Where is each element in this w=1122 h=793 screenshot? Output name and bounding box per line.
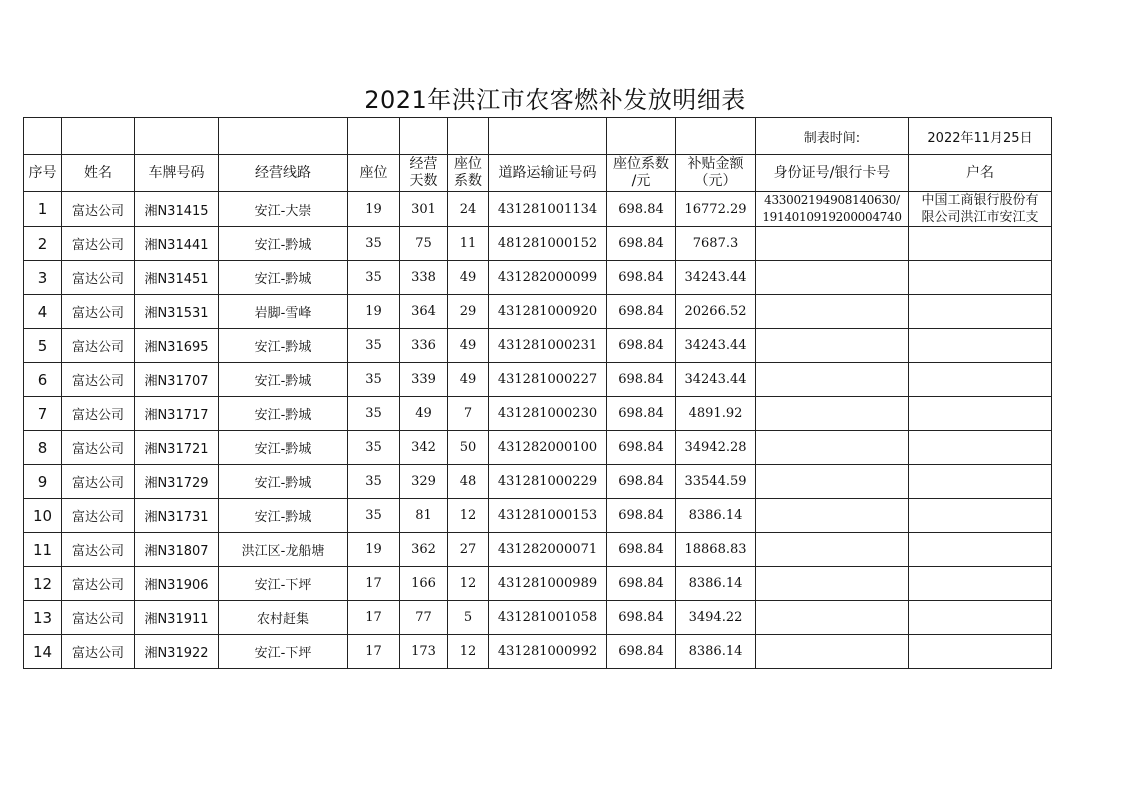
header-route: 经营线路	[219, 155, 348, 192]
cell-name: 富达公司	[62, 192, 135, 227]
cell-id-bank	[756, 295, 909, 329]
cell-account-name	[909, 329, 1052, 363]
cell-seat-coef: 698.84	[607, 431, 676, 465]
cell-days: 362	[400, 533, 448, 567]
cell-route: 安江-下坪	[219, 567, 348, 601]
header-seats: 座位	[348, 155, 400, 192]
cell-days: 301	[400, 192, 448, 227]
cell-seats: 35	[348, 329, 400, 363]
cell-coef: 29	[448, 295, 489, 329]
cell-coef: 11	[448, 227, 489, 261]
table-row	[24, 295, 1052, 329]
cell-seq: 13	[24, 601, 62, 635]
cell-route: 岩脚-雪峰	[219, 295, 348, 329]
cell-coef: 12	[448, 635, 489, 669]
cell-seats: 17	[348, 635, 400, 669]
cell-amount: 3494.22	[676, 601, 756, 635]
cell-route: 安江-黔城	[219, 227, 348, 261]
cell-account-name	[909, 499, 1052, 533]
cell-permit: 431281000229	[489, 465, 607, 499]
cell-seq: 12	[24, 567, 62, 601]
cell-id-bank	[756, 533, 909, 567]
cell-coef: 12	[448, 567, 489, 601]
table-row	[24, 329, 1052, 363]
made-time-label: 制表时间:	[756, 118, 909, 155]
cell-seats: 19	[348, 192, 400, 227]
cell-coef: 12	[448, 499, 489, 533]
header-account-name: 户名	[909, 155, 1052, 192]
cell-amount: 8386.14	[676, 567, 756, 601]
cell-amount: 34243.44	[676, 363, 756, 397]
cell-route: 安江-黔城	[219, 261, 348, 295]
cell-route: 安江-黔城	[219, 465, 348, 499]
cell-plate: 湘N31441	[135, 227, 219, 261]
cell-seq: 14	[24, 635, 62, 669]
cell-amount: 18868.83	[676, 533, 756, 567]
header-days: 经营 天数	[400, 155, 448, 192]
cell-seats: 17	[348, 601, 400, 635]
cell-seq: 9	[24, 465, 62, 499]
cell-id-bank	[756, 465, 909, 499]
table-row	[24, 261, 1052, 295]
cell-name: 富达公司	[62, 329, 135, 363]
cell-amount: 8386.14	[676, 499, 756, 533]
header-plate: 车牌号码	[135, 155, 219, 192]
table-row	[24, 431, 1052, 465]
cell-seat-coef: 698.84	[607, 499, 676, 533]
table-row	[24, 227, 1052, 261]
cell-route: 安江-下坪	[219, 635, 348, 669]
subsidy-table	[23, 117, 1052, 669]
cell-id-bank: 433002194908140630/ 1914010919200004740	[756, 192, 909, 227]
cell-id-bank	[756, 227, 909, 261]
cell-permit: 431281000230	[489, 397, 607, 431]
made-time-value: 2022年11月25日	[909, 118, 1052, 155]
cell-route: 安江-黔城	[219, 363, 348, 397]
cell-coef: 7	[448, 397, 489, 431]
cell-account-name	[909, 635, 1052, 669]
cell-plate: 湘N31695	[135, 329, 219, 363]
document-title: 2021年洪江市农客燃补发放明细表	[364, 86, 746, 114]
cell-permit: 431281000920	[489, 295, 607, 329]
cell-name: 富达公司	[62, 567, 135, 601]
cell-permit: 431281000992	[489, 635, 607, 669]
cell-days: 77	[400, 601, 448, 635]
cell-seat-coef: 698.84	[607, 567, 676, 601]
cell-name: 富达公司	[62, 499, 135, 533]
header-amount: 补贴金额 （元）	[676, 155, 756, 192]
cell-seat-coef: 698.84	[607, 295, 676, 329]
header-coef: 座位 系数	[448, 155, 489, 192]
cell-plate: 湘N31707	[135, 363, 219, 397]
cell-plate: 湘N31807	[135, 533, 219, 567]
cell-route: 安江-大崇	[219, 192, 348, 227]
cell-seq: 2	[24, 227, 62, 261]
cell-seq: 8	[24, 431, 62, 465]
cell-plate: 湘N31731	[135, 499, 219, 533]
header-permit: 道路运输证号码	[489, 155, 607, 192]
header-seat-coef: 座位系数 /元	[607, 155, 676, 192]
cell-coef: 49	[448, 329, 489, 363]
table-row	[24, 192, 1052, 227]
cell-coef: 49	[448, 261, 489, 295]
cell-seats: 35	[348, 499, 400, 533]
table-row	[24, 533, 1052, 567]
cell-account-name	[909, 533, 1052, 567]
cell-name: 富达公司	[62, 465, 135, 499]
cell-route: 安江-黔城	[219, 499, 348, 533]
cell-permit: 431282000099	[489, 261, 607, 295]
table-row	[24, 601, 1052, 635]
header-id-bank: 身份证号/银行卡号	[756, 155, 909, 192]
cell-id-bank	[756, 261, 909, 295]
cell-account-name: 中国工商银行股份有 限公司洪江市安江支	[909, 192, 1052, 227]
cell-seat-coef: 698.84	[607, 261, 676, 295]
cell-seq: 1	[24, 192, 62, 227]
cell-id-bank	[756, 567, 909, 601]
cell-name: 富达公司	[62, 533, 135, 567]
cell-seq: 7	[24, 397, 62, 431]
cell-route: 洪江区-龙船塘	[219, 533, 348, 567]
cell-permit: 431281000227	[489, 363, 607, 397]
cell-amount: 16772.29	[676, 192, 756, 227]
cell-permit: 431281001058	[489, 601, 607, 635]
meta-row	[24, 118, 1052, 155]
table-row	[24, 397, 1052, 431]
cell-name: 富达公司	[62, 635, 135, 669]
cell-plate: 湘N31415	[135, 192, 219, 227]
cell-seats: 35	[348, 431, 400, 465]
cell-seat-coef: 698.84	[607, 329, 676, 363]
cell-plate: 湘N31911	[135, 601, 219, 635]
cell-account-name	[909, 363, 1052, 397]
cell-permit: 431282000071	[489, 533, 607, 567]
cell-amount: 7687.3	[676, 227, 756, 261]
cell-id-bank	[756, 329, 909, 363]
cell-coef: 5	[448, 601, 489, 635]
cell-id-bank	[756, 499, 909, 533]
cell-seats: 35	[348, 363, 400, 397]
cell-days: 75	[400, 227, 448, 261]
cell-days: 338	[400, 261, 448, 295]
cell-plate: 湘N31717	[135, 397, 219, 431]
cell-account-name	[909, 431, 1052, 465]
cell-permit: 481281000152	[489, 227, 607, 261]
cell-seats: 35	[348, 261, 400, 295]
cell-id-bank	[756, 397, 909, 431]
cell-seat-coef: 698.84	[607, 635, 676, 669]
cell-name: 富达公司	[62, 601, 135, 635]
cell-days: 49	[400, 397, 448, 431]
cell-permit: 431281000231	[489, 329, 607, 363]
cell-coef: 49	[448, 363, 489, 397]
cell-seq: 6	[24, 363, 62, 397]
cell-amount: 20266.52	[676, 295, 756, 329]
cell-seq: 10	[24, 499, 62, 533]
cell-seq: 11	[24, 533, 62, 567]
cell-days: 166	[400, 567, 448, 601]
cell-plate: 湘N31906	[135, 567, 219, 601]
cell-seq: 5	[24, 329, 62, 363]
cell-seat-coef: 698.84	[607, 227, 676, 261]
cell-plate: 湘N31451	[135, 261, 219, 295]
cell-route: 安江-黔城	[219, 431, 348, 465]
cell-account-name	[909, 465, 1052, 499]
cell-days: 364	[400, 295, 448, 329]
cell-seat-coef: 698.84	[607, 465, 676, 499]
cell-coef: 27	[448, 533, 489, 567]
cell-account-name	[909, 261, 1052, 295]
cell-route: 安江-黔城	[219, 397, 348, 431]
header-row	[24, 155, 1052, 192]
cell-days: 173	[400, 635, 448, 669]
cell-account-name	[909, 295, 1052, 329]
cell-permit: 431281000153	[489, 499, 607, 533]
cell-id-bank	[756, 431, 909, 465]
cell-name: 富达公司	[62, 431, 135, 465]
cell-seat-coef: 698.84	[607, 363, 676, 397]
cell-seats: 19	[348, 533, 400, 567]
cell-amount: 34243.44	[676, 329, 756, 363]
cell-coef: 24	[448, 192, 489, 227]
table-row	[24, 465, 1052, 499]
cell-id-bank	[756, 635, 909, 669]
cell-seats: 35	[348, 397, 400, 431]
table-row	[24, 635, 1052, 669]
cell-plate: 湘N31922	[135, 635, 219, 669]
cell-coef: 48	[448, 465, 489, 499]
cell-id-bank	[756, 601, 909, 635]
table-row	[24, 567, 1052, 601]
cell-days: 342	[400, 431, 448, 465]
cell-account-name	[909, 601, 1052, 635]
cell-seat-coef: 698.84	[607, 601, 676, 635]
cell-plate: 湘N31531	[135, 295, 219, 329]
header-name: 姓名	[62, 155, 135, 192]
table-row	[24, 499, 1052, 533]
cell-permit: 431281001134	[489, 192, 607, 227]
cell-name: 富达公司	[62, 295, 135, 329]
cell-seats: 35	[348, 227, 400, 261]
cell-plate: 湘N31729	[135, 465, 219, 499]
table-row	[24, 363, 1052, 397]
cell-amount: 34942.28	[676, 431, 756, 465]
cell-days: 336	[400, 329, 448, 363]
cell-account-name	[909, 567, 1052, 601]
cell-days: 329	[400, 465, 448, 499]
cell-plate: 湘N31721	[135, 431, 219, 465]
cell-permit: 431281000989	[489, 567, 607, 601]
cell-route: 安江-黔城	[219, 329, 348, 363]
cell-seat-coef: 698.84	[607, 397, 676, 431]
cell-amount: 34243.44	[676, 261, 756, 295]
cell-seats: 19	[348, 295, 400, 329]
cell-seq: 4	[24, 295, 62, 329]
cell-amount: 33544.59	[676, 465, 756, 499]
cell-name: 富达公司	[62, 363, 135, 397]
cell-days: 339	[400, 363, 448, 397]
cell-permit: 431282000100	[489, 431, 607, 465]
cell-seat-coef: 698.84	[607, 533, 676, 567]
cell-amount: 4891.92	[676, 397, 756, 431]
cell-seats: 17	[348, 567, 400, 601]
header-seq: 序号	[24, 155, 62, 192]
cell-account-name	[909, 227, 1052, 261]
cell-seq: 3	[24, 261, 62, 295]
cell-seats: 35	[348, 465, 400, 499]
cell-name: 富达公司	[62, 261, 135, 295]
cell-days: 81	[400, 499, 448, 533]
cell-account-name	[909, 397, 1052, 431]
cell-coef: 50	[448, 431, 489, 465]
cell-amount: 8386.14	[676, 635, 756, 669]
cell-name: 富达公司	[62, 397, 135, 431]
cell-route: 农村赶集	[219, 601, 348, 635]
cell-id-bank	[756, 363, 909, 397]
cell-name: 富达公司	[62, 227, 135, 261]
cell-seat-coef: 698.84	[607, 192, 676, 227]
